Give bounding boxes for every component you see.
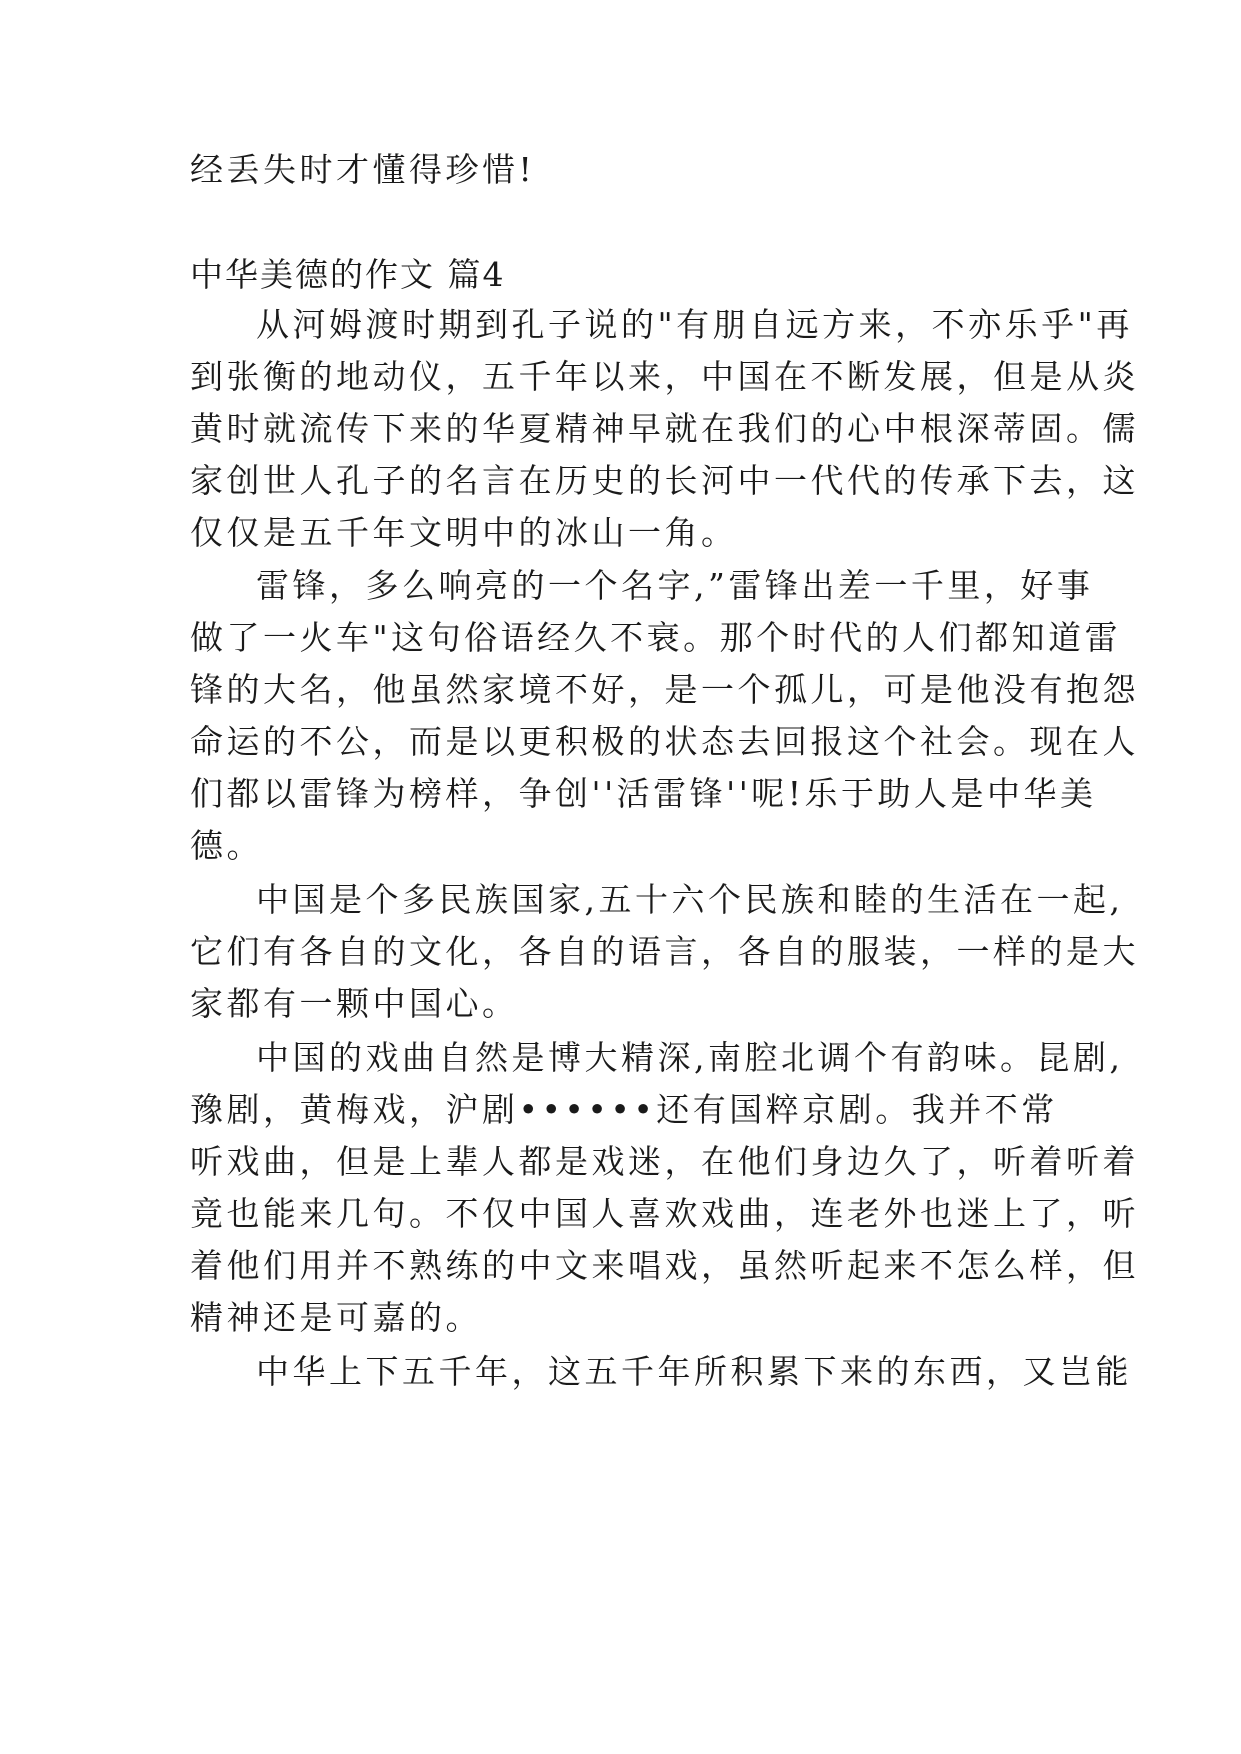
text-line: 仅仅是五千年文明中的冰山一角。 [190, 513, 738, 552]
text-line: 中国的戏曲自然是博大精深,南腔北调个有韵味。昆剧, [256, 1038, 1124, 1077]
text-line: 着他们用并不熟练的中文来唱戏，虽然听起来不怎么样，但 [190, 1246, 1139, 1285]
text-line: 到张衡的地动仪，五千年以来，中国在不断发展，但是从炎 [190, 357, 1139, 396]
text-line: 家都有一颗中国心。 [190, 984, 519, 1023]
text-line: 锋的大名，他虽然家境不好，是一个孤儿，可是他没有抱怨 [190, 670, 1139, 709]
text-line: 豫剧，黄梅戏，沪剧••••••还有国粹京剧。我并不常 [190, 1090, 1058, 1129]
text-line: 们都以雷锋为榜样，争创''活雷锋''呢!乐于助人是中华美 [190, 774, 1097, 813]
text-line: 家创世人孔子的名言在历史的长河中一代代的传承下去，这 [190, 461, 1139, 500]
text-line: 竟也能来几句。不仅中国人喜欢戏曲，连老外也迷上了，听 [190, 1194, 1139, 1233]
text-line: 德。 [190, 826, 263, 865]
text-line: 做了一火车"这句俗语经久不衰。那个时代的人们都知道雷 [190, 618, 1122, 657]
text-line: 经丢失时才懂得珍惜! [190, 150, 536, 189]
text-line: 黄时就流传下来的华夏精神早就在我们的心中根深蒂固。儒 [190, 409, 1139, 448]
text-line: 听戏曲，但是上辈人都是戏迷，在他们身边久了，听着听着 [190, 1142, 1139, 1181]
text-line: 中国是个多民族国家,五十六个民族和睦的生活在一起, [256, 880, 1124, 919]
text-line: 从河姆渡时期到孔子说的"有朋自远方来，不亦乐乎"再 [256, 305, 1133, 344]
section-heading: 中华美德的作文 篇4 [190, 255, 506, 294]
text-line: 精神还是可嘉的。 [190, 1298, 482, 1337]
text-line: 命运的不公，而是以更积极的状态去回报这个社会。现在人 [190, 722, 1139, 761]
text-line: 它们有各自的文化，各自的语言，各自的服装，一样的是大 [190, 932, 1139, 971]
text-line: 雷锋，多么响亮的一个名字,”雷锋出差一千里，好事 [256, 566, 1094, 605]
text-line: 中华上下五千年，这五千年所积累下来的东西，又岂能 [256, 1352, 1132, 1391]
